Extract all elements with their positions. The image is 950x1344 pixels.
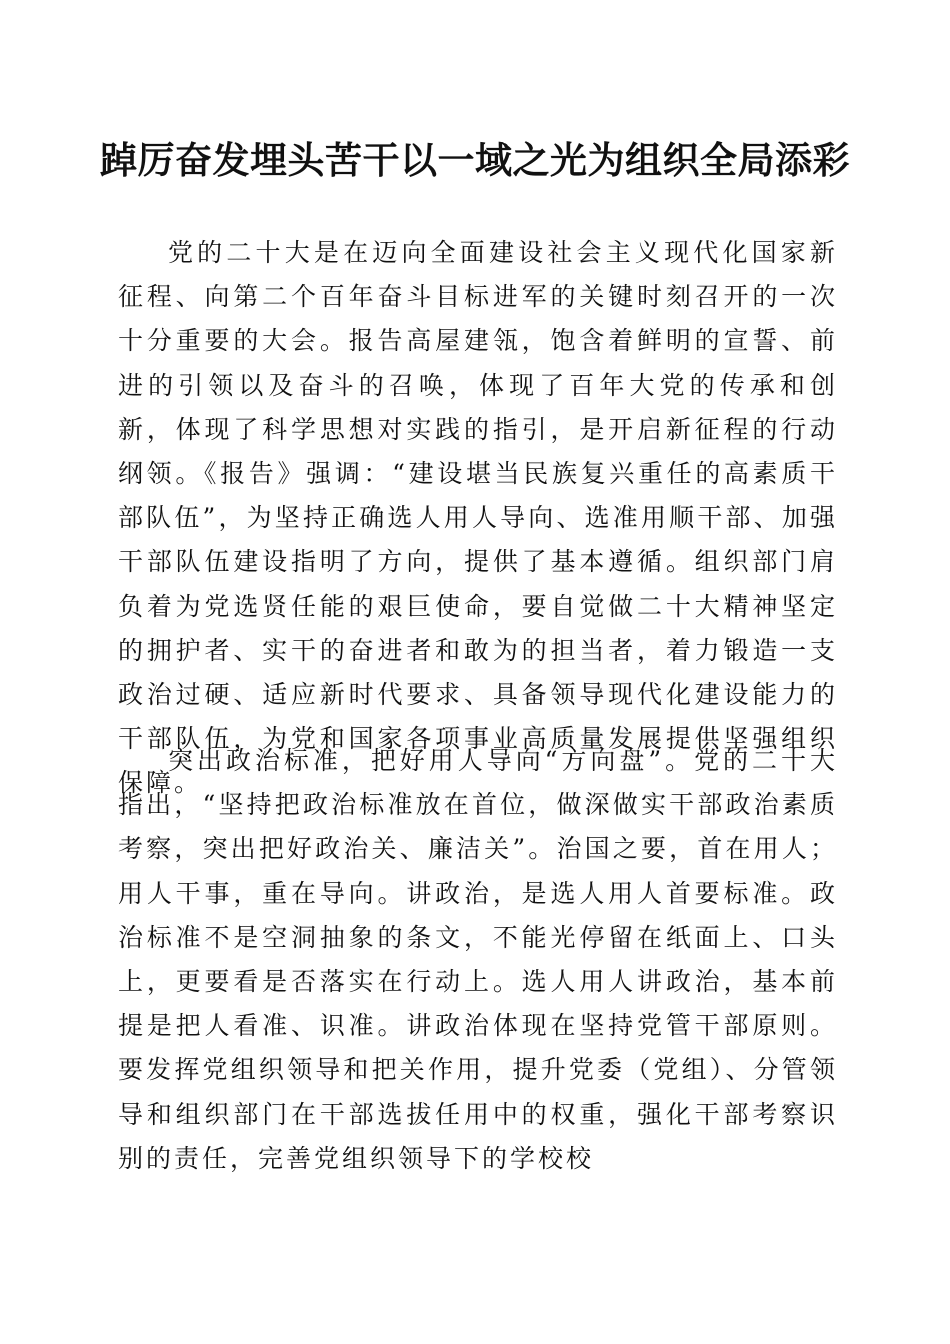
body-paragraph: 党的二十大是在迈向全面建设社会主义现代化国家新征程、向第二个百年奋斗目标进军的关键时刻召开的一次十分重要的大会。报告高屋建瓴，饱含着鲜明的宣誓、前进的引领以及奋斗的召唤，体现了百年大党的传承和创新，体现了科学思想对实践的指引，是开启新征程的行动纲领。《报告》强调：“建设堪当民族复兴重任的高素质干部队伍”，为坚持正确选人用人导向、选准用顺干部、加强干部队伍建设指明了方向，提供了基本遵循。组织部门肩负着为党选贤任能的艰巨使命，要自觉做二十大精神坚定的拥护者、实干的奋进者和敢为的担当者，着力锻造一支政治过硬、适应新时代要求、具备领导现代化建设能力的干部队伍，为党和国家各项事业高质量发展提供坚强组织保障。 xyxy=(118,238,838,798)
body-paragraph: 突出政治标准，把好用人导向“方向盘”。党的二十大指出，“坚持把政治标准放在首位，做深做实干部政治素质考察，突出把好政治关、廉洁关”。治国之要，首在用人；用人干事，重在导向。讲政治，是选人用人首要标准。政治标准不是空洞抽象的条文，不能光停留在纸面上、口头上，更要看是否落实在行动上。选人用人讲政治，基本前提是把人看准、识准。讲政治体现在坚持党管干部原则。要发挥党组织领导和把关作用，提升党委（党组）、分管领导和组织部门在干部选拔任用中的权重，强化干部考察识别的责任，完善党组织领导下的学校校 xyxy=(118,746,838,1173)
document-title: 踔厉奋发埋头苦干以一域之光为组织全局添彩 xyxy=(100,138,850,182)
